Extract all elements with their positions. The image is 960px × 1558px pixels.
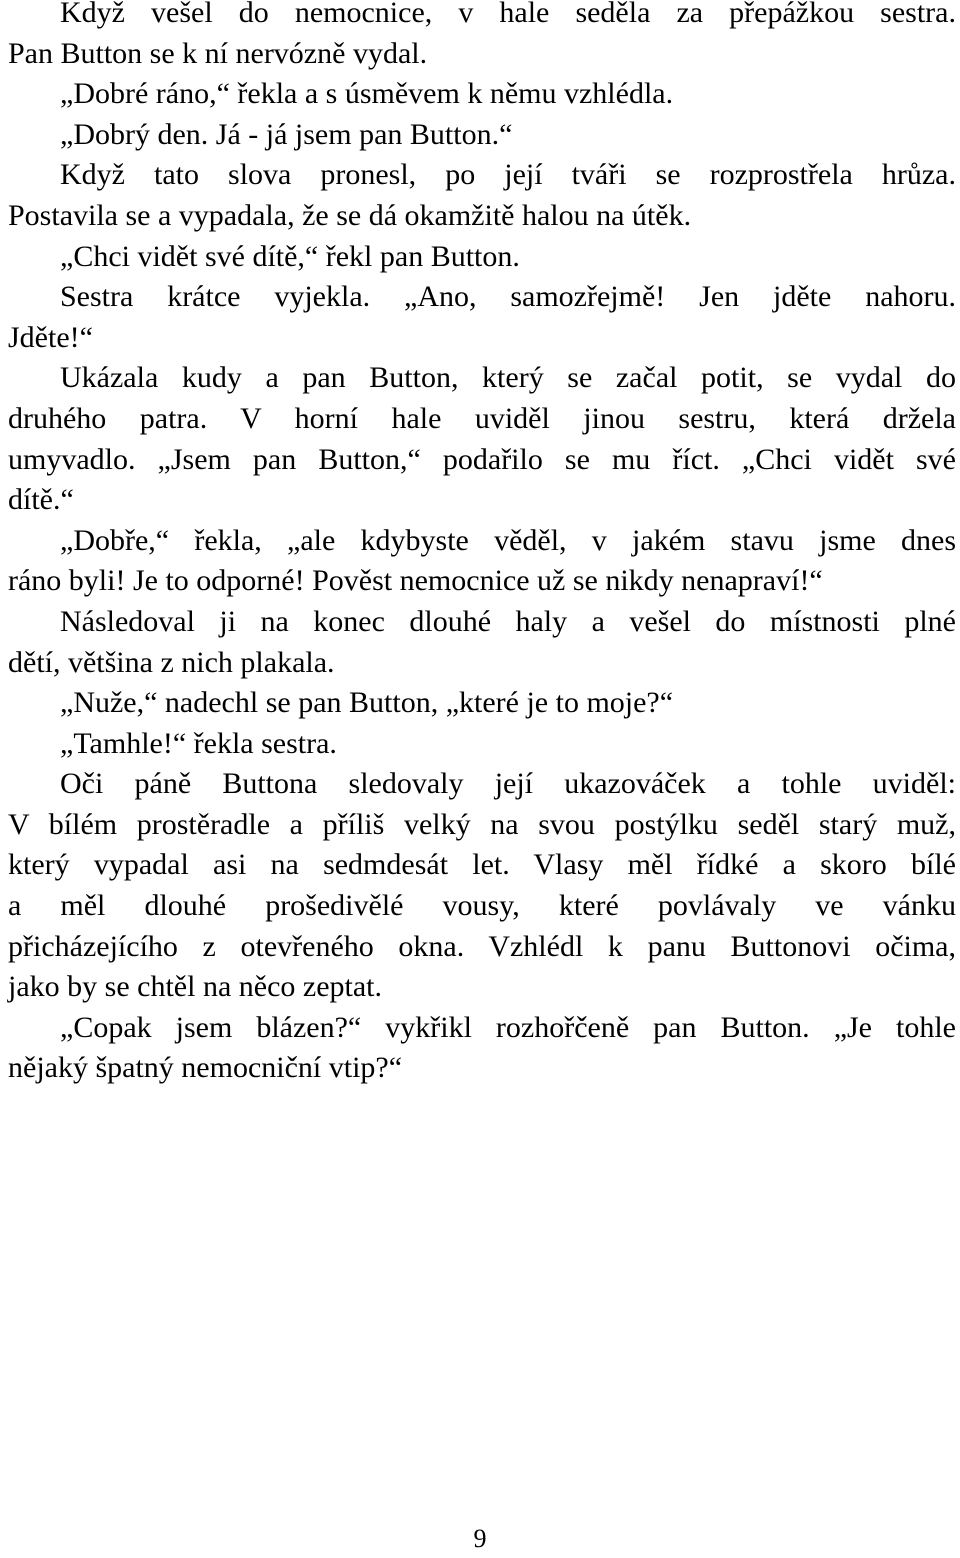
text-line: „Nuže,“ nadechl se pan Button, „které je to moje?“ <box>60 686 674 720</box>
text-line: Následoval ji na konec dlouhé haly a vešel do místnosti plné <box>60 604 956 638</box>
text-line: Když vešel do nemocnice, v hale seděla za přepážkou sestra. <box>60 0 956 29</box>
text-line: nějaký špatný nemocniční vtip?“ <box>8 1051 403 1085</box>
text-line: „Copak jsem blázen?“ vykřikl rozhořčeně pan Button. „Je tohle <box>60 1010 956 1044</box>
text-line: dětí, většina z nich plakala. <box>8 645 335 679</box>
text-line: umyvadlo. „Jsem pan Button,“ podařilo se mu říct. „Chci vidět své <box>8 442 956 476</box>
text-line: přicházejícího z otevřeného okna. Vzhlédl k panu Buttonovi očima, <box>8 929 956 963</box>
text-line: Když tato slova pronesl, po její tváři se rozprostřela hrůza. <box>60 158 956 192</box>
page-number: 9 <box>473 1524 487 1553</box>
text-line: „Dobrý den. Já - já jsem pan Button.“ <box>60 117 513 151</box>
text-line: Jděte!“ <box>8 320 93 354</box>
text-line: Pan Button se k ní nervózně vydal. <box>8 36 428 70</box>
text-line: dítě.“ <box>8 483 74 517</box>
text-line: a měl dlouhé prošedivělé vousy, které povlávaly ve vánku <box>8 889 956 923</box>
text-line: Postavila se a vypadala, že se dá okamžitě halou na útěk. <box>8 198 692 232</box>
text-line: V bílém prostěradle a příliš velký na svou postýlku seděl starý muž, <box>8 807 956 841</box>
text-line: Ukázala kudy a pan Button, který se začal potit, se vydal do <box>60 361 956 395</box>
text-line: „Dobré ráno,“ řekla a s úsměvem k němu vzhlédla. <box>60 77 674 111</box>
text-line: „Tamhle!“ řekla sestra. <box>60 726 337 760</box>
text-line: jako by se chtěl na něco zeptat. <box>8 970 383 1004</box>
text-line: druhého patra. V horní hale uviděl jinou sestru, která držela <box>8 401 956 435</box>
text-line: „Dobře,“ řekla, „ale kdybyste věděl, v jakém stavu jsme dnes <box>60 523 956 557</box>
text-line: „Chci vidět své dítě,“ řekl pan Button. <box>60 239 520 273</box>
text-line: Sestra krátce vyjekla. „Ano, samozřejmě! Jen jděte nahoru. <box>60 280 956 314</box>
text-line: který vypadal asi na sedmdesát let. Vlasy měl řídké a skoro bílé <box>8 848 956 882</box>
body-text <box>8 0 956 1089</box>
text-line: Oči páně Buttona sledovaly její ukazováček a tohle uviděl: <box>60 767 956 801</box>
text-line: ráno byli! Je to odporné! Pověst nemocnice už se nikdy nenapraví!“ <box>8 564 823 598</box>
